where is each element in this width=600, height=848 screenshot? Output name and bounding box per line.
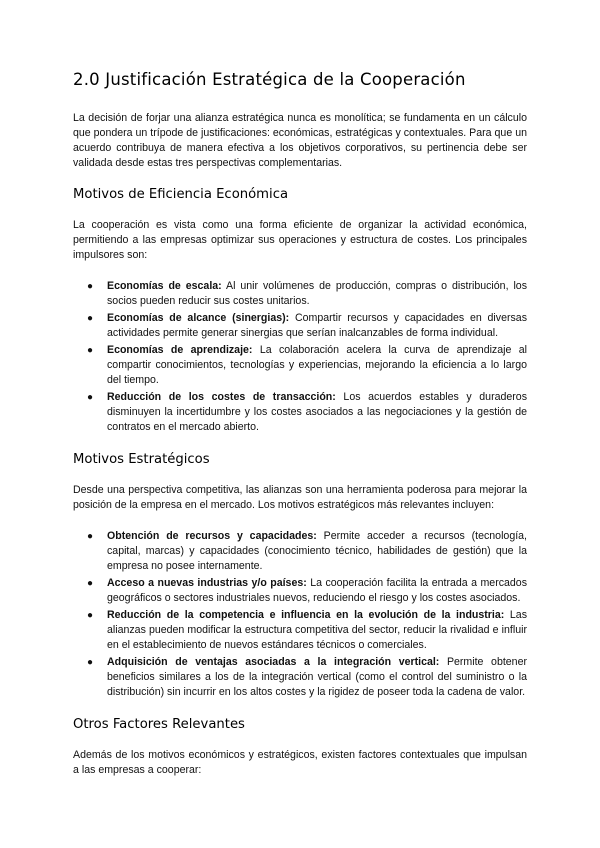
list-item <box>73 311 527 341</box>
list-item-term: Reducción de los costes de transacción: <box>107 391 336 403</box>
section-heading-eficiencia: Motivos de Eficiencia Económica <box>73 187 289 202</box>
list-item-term: Economías de escala: <box>107 280 222 292</box>
list-item <box>73 655 527 700</box>
list-item <box>73 343 527 388</box>
list-item-term: Adquisición de ventajas asociadas a la integración vertical: <box>107 656 440 668</box>
bullet-icon: ● <box>87 578 94 589</box>
list-item-term: Economías de alcance (sinergias): <box>107 312 290 324</box>
list-item-term: Acceso a nuevas industrias y/o países: <box>107 577 307 589</box>
list-item-text: Las alianzas pueden modificar la estructura competitiva del sector, reducir la rivalidad e influir en el establecimiento de nuevos estándares técnicos o comerciales. <box>107 609 527 651</box>
list-item-term: Economías de aprendizaje: <box>107 344 253 356</box>
section-paragraph: Desde una perspectiva competitiva, las alianzas son una herramienta poderosa para mejorar la posición de la empresa en el mercado. Los motivos estratégicos más relevantes incluyen: <box>73 484 527 511</box>
bullet-icon: ● <box>87 392 94 403</box>
intro-paragraph: La decisión de forjar una alianza estratégica nunca es monolítica; se fundamenta en un cálculo que pondera un trípode de justificaciones: económicas, estratégicas y contextuales. Para que un acuerdo contribuya de manera efectiva a los objetivos corporativos, su pertinencia debe ser validada desde estas tres perspectivas complementarias. <box>73 112 527 169</box>
bullet-icon: ● <box>87 657 94 668</box>
bullet-list-estrategicos <box>73 529 527 700</box>
section-paragraph: Además de los motivos económicos y estratégicos, existen factores contextuales que impulsan a las empresas a cooperar: <box>73 749 527 776</box>
section-heading-estrategicos: Motivos Estratégicos <box>73 452 210 467</box>
list-item <box>73 390 527 435</box>
bullet-icon: ● <box>87 313 94 324</box>
list-item-text: La colaboración acelera la curva de aprendizaje al compartir conocimientos, tecnologías y experiencias, mejorando la eficiencia a lo largo del tiempo. <box>107 344 527 386</box>
list-item <box>73 576 527 606</box>
list-item-text: Los acuerdos estables y duraderos disminuyen la incertidumbre y los costes asociados a las negociaciones y la gestión de contratos en el mercado abierto. <box>107 391 527 433</box>
list-item-term: Reducción de la competencia e influencia en la evolución de la industria: <box>107 609 505 621</box>
bullet-icon: ● <box>87 345 94 356</box>
section-paragraph: La cooperación es vista como una forma eficiente de organizar la actividad económica, permitiendo a las empresas optimizar sus operaciones y estructura de costes. Los principales impulsores son: <box>73 219 527 261</box>
page-title: 2.0 Justificación Estratégica de la Cooperación <box>73 70 466 89</box>
bullet-icon: ● <box>87 281 94 292</box>
list-item-text: Permite acceder a recursos (tecnología, capital, marcas) y capacidades (conocimiento técnico, habilidades de gestión) que la empresa no posee internamente. <box>107 530 527 572</box>
bullet-icon: ● <box>87 531 94 542</box>
list-item-text: Al unir volúmenes de producción, compras o distribución, los socios pueden reducir sus costes unitarios. <box>107 280 527 307</box>
bullet-list-eficiencia <box>73 279 527 435</box>
bullet-icon: ● <box>87 610 94 621</box>
list-item-text: Compartir recursos y capacidades en diversas actividades permite generar sinergias que serían inalcanzables de forma individual. <box>107 312 527 339</box>
section-heading-otros: Otros Factores Relevantes <box>73 717 245 732</box>
list-item <box>73 529 527 574</box>
list-item <box>73 608 527 653</box>
document-page <box>73 70 527 794</box>
list-item-text: Permite obtener beneficios similares a los de la integración vertical (como el control del suministro o la distribución) sin incurrir en los altos costes y la rigidez de poseer toda la cadena de valor. <box>107 656 527 698</box>
list-item-text: La cooperación facilita la entrada a mercados geográficos o sectores industriales nuevos, reduciendo el riesgo y los costes asociados. <box>107 577 527 604</box>
list-item <box>73 279 527 309</box>
list-item-term: Obtención de recursos y capacidades: <box>107 530 317 542</box>
